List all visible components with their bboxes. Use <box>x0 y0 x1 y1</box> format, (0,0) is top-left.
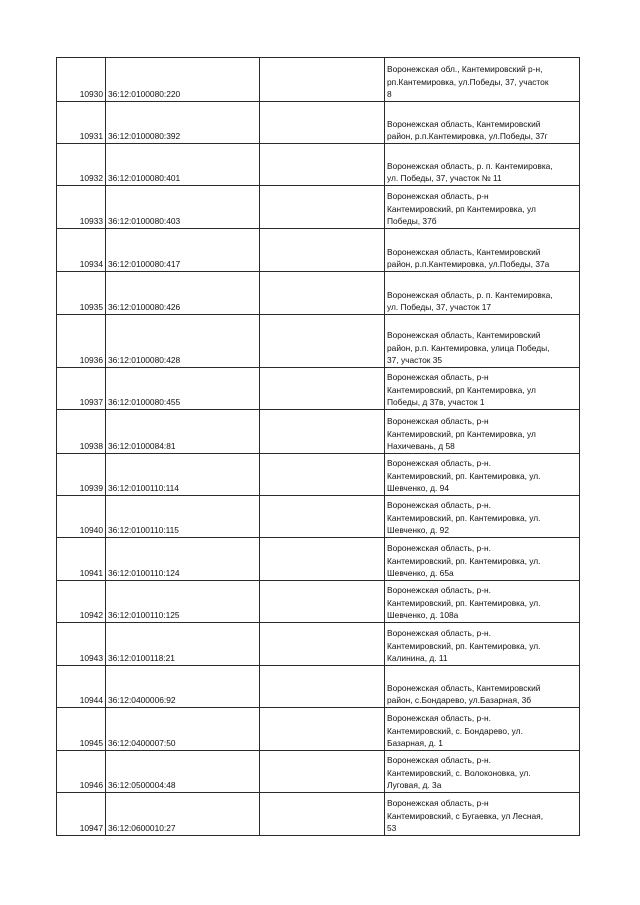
address-line: Кантемировский, рп Кантемировка, ул <box>387 203 536 214</box>
row-number-cell: 10941 <box>57 538 106 581</box>
address-line: Воронежская обл., Кантемировский р-н, <box>387 64 543 75</box>
empty-cell <box>260 623 385 666</box>
table-row <box>57 581 580 623</box>
address-line: 53 <box>387 822 397 833</box>
row-number-cell: 10946 <box>57 751 106 793</box>
address-line: ул. Победы, 37, участок 17 <box>387 301 492 312</box>
land-registry-table <box>56 57 580 836</box>
cadastral-number-cell: 36:12:0100080:401 <box>106 144 260 186</box>
address-cell <box>385 454 580 496</box>
empty-cell <box>260 496 385 538</box>
table-row <box>57 272 580 315</box>
cadastral-number-cell: 36:12:0100118:21 <box>106 623 260 666</box>
address-cell <box>385 315 580 368</box>
empty-cell <box>260 410 385 454</box>
address-line: Кантемировский, рп. Кантемировка, ул. <box>387 512 541 523</box>
cadastral-number-cell: 36:12:0100080:426 <box>106 272 260 315</box>
address-line: Воронежская область, р-н. <box>387 713 491 724</box>
address-line: район, с.Бондарево, ул.Базарная, 3б <box>387 694 532 705</box>
table-row <box>57 102 580 144</box>
cadastral-number-cell: 36:12:0100080:428 <box>106 315 260 368</box>
address-line: Кантемировский, рп. Кантемировка, ул. <box>387 555 541 566</box>
address-line: 37, участок 35 <box>387 354 443 365</box>
cadastral-number-cell: 36:12:0100080:403 <box>106 186 260 229</box>
row-number-cell: 10936 <box>57 315 106 368</box>
cadastral-number-cell: 36:12:0100084:81 <box>106 410 260 454</box>
cadastral-number-cell: 36:12:0400006:92 <box>106 666 260 708</box>
cadastral-number-cell: 36:12:0100080:392 <box>106 102 260 144</box>
cadastral-number-cell: 36:12:0600010:27 <box>106 793 260 836</box>
address-line: Нахичевань, д 58 <box>387 440 455 451</box>
address-line: Кантемировский, рп Кантемировка, ул <box>387 428 536 439</box>
address-line: Калинина, д. 11 <box>387 652 448 663</box>
row-number-cell: 10934 <box>57 229 106 272</box>
address-line: Кантемировский, рп. Кантемировка, ул. <box>387 640 541 651</box>
row-number-cell: 10937 <box>57 368 106 410</box>
address-cell <box>385 229 580 272</box>
address-line: Воронежская область, Кантемировский <box>387 246 541 257</box>
row-number-cell: 10942 <box>57 581 106 623</box>
address-line: Воронежская область, р-н <box>387 372 489 383</box>
address-line: район, р.п.Кантемировка, ул.Победы, 37г <box>387 130 548 141</box>
empty-cell <box>260 229 385 272</box>
address-cell <box>385 496 580 538</box>
empty-cell <box>260 144 385 186</box>
empty-cell <box>260 102 385 144</box>
address-line: Шевченко, д. 108а <box>387 609 459 620</box>
address-line: Шевченко, д. 65а <box>387 567 454 578</box>
empty-cell <box>260 368 385 410</box>
row-number-cell: 10932 <box>57 144 106 186</box>
row-number-cell: 10931 <box>57 102 106 144</box>
address-cell <box>385 538 580 581</box>
row-number-cell: 10935 <box>57 272 106 315</box>
empty-cell <box>260 793 385 836</box>
address-line: рп.Кантемировка, ул.Победы, 37, участок <box>387 76 549 87</box>
address-line: Воронежская область, р-н. <box>387 543 491 554</box>
row-number-cell: 10939 <box>57 454 106 496</box>
table-row <box>57 144 580 186</box>
address-line: Воронежская область, р-н <box>387 798 489 809</box>
table-row <box>57 751 580 793</box>
table-row <box>57 368 580 410</box>
table-row <box>57 666 580 708</box>
empty-cell <box>260 454 385 496</box>
table-row <box>57 58 580 102</box>
empty-cell <box>260 315 385 368</box>
address-cell <box>385 144 580 186</box>
row-number-cell: 10930 <box>57 58 106 102</box>
row-number-cell: 10944 <box>57 666 106 708</box>
cadastral-number-cell: 36:12:0100080:455 <box>106 368 260 410</box>
address-cell <box>385 58 580 102</box>
address-cell <box>385 410 580 454</box>
address-line: Победы, 37б <box>387 215 437 226</box>
address-cell <box>385 666 580 708</box>
address-cell <box>385 368 580 410</box>
address-line: 8 <box>387 88 392 99</box>
address-cell <box>385 102 580 144</box>
cadastral-number-cell: 36:12:0100110:125 <box>106 581 260 623</box>
address-line: Шевченко, д. 94 <box>387 482 449 493</box>
address-line: Воронежская область, р-н. <box>387 628 491 639</box>
table-row <box>57 454 580 496</box>
table-row <box>57 793 580 836</box>
table-row <box>57 229 580 272</box>
empty-cell <box>260 666 385 708</box>
address-line: Луговая, д. 3а <box>387 779 442 790</box>
address-line: Шевченко, д. 92 <box>387 524 449 535</box>
table-row <box>57 623 580 666</box>
cadastral-number-cell: 36:12:0100110:115 <box>106 496 260 538</box>
address-line: Воронежская область, р-н <box>387 191 489 202</box>
address-line: Кантемировский, с. Волоконовка, ул. <box>387 767 531 778</box>
cadastral-number-cell: 36:12:0500004:48 <box>106 751 260 793</box>
address-cell <box>385 708 580 751</box>
address-line: Базарная, д. 1 <box>387 737 443 748</box>
cadastral-number-cell: 36:12:0100110:124 <box>106 538 260 581</box>
address-line: Кантемировский, рп Кантемировка, ул <box>387 384 536 395</box>
cadastral-number-cell: 36:12:0100080:220 <box>106 58 260 102</box>
row-number-cell: 10947 <box>57 793 106 836</box>
address-line: Воронежская область, Кантемировский <box>387 330 541 341</box>
address-line: район, р.п. Кантемировка, улица Победы, <box>387 342 550 353</box>
address-line: Воронежская область, р-н. <box>387 458 491 469</box>
table-row <box>57 410 580 454</box>
address-cell <box>385 186 580 229</box>
address-cell <box>385 581 580 623</box>
empty-cell <box>260 272 385 315</box>
row-number-cell: 10945 <box>57 708 106 751</box>
table-row <box>57 496 580 538</box>
table-row <box>57 538 580 581</box>
cadastral-number-cell: 36:12:0100080:417 <box>106 229 260 272</box>
address-line: Воронежская область, р-н. <box>387 755 491 766</box>
address-line: Победы, д 37в, участок 1 <box>387 396 485 407</box>
address-line: Кантемировский, с. Бондарево, ул. <box>387 725 523 736</box>
address-line: Воронежская область, Кантемировский <box>387 118 541 129</box>
address-line: Воронежская область, р. п. Кантемировка, <box>387 289 553 300</box>
table-row <box>57 708 580 751</box>
address-line: Кантемировский, рп. Кантемировка, ул. <box>387 597 541 608</box>
address-line: Кантемировский, рп. Кантемировка, ул. <box>387 470 541 481</box>
address-line: Воронежская область, р-н <box>387 416 489 427</box>
cadastral-number-cell: 36:12:0100110:114 <box>106 454 260 496</box>
address-cell <box>385 623 580 666</box>
empty-cell <box>260 581 385 623</box>
table-row <box>57 315 580 368</box>
empty-cell <box>260 708 385 751</box>
cadastral-number-cell: 36:12:0400007:50 <box>106 708 260 751</box>
address-line: ул. Победы, 37, участок № 11 <box>387 172 502 183</box>
address-line: Воронежская область, р. п. Кантемировка, <box>387 160 553 171</box>
row-number-cell: 10933 <box>57 186 106 229</box>
row-number-cell: 10938 <box>57 410 106 454</box>
address-cell <box>385 793 580 836</box>
empty-cell <box>260 538 385 581</box>
row-number-cell: 10943 <box>57 623 106 666</box>
empty-cell <box>260 751 385 793</box>
address-line: Воронежская область, Кантемировский <box>387 682 541 693</box>
address-line: Воронежская область, р-н. <box>387 585 491 596</box>
row-number-cell: 10940 <box>57 496 106 538</box>
empty-cell <box>260 186 385 229</box>
address-line: район, р.п.Кантемировка, ул.Победы, 37а <box>387 258 550 269</box>
address-line: Воронежская область, р-н. <box>387 500 491 511</box>
address-line: Кантемировский, с Бугаевка, ул Лесная, <box>387 810 544 821</box>
empty-cell <box>260 58 385 102</box>
table-row <box>57 186 580 229</box>
address-cell <box>385 751 580 793</box>
address-cell <box>385 272 580 315</box>
